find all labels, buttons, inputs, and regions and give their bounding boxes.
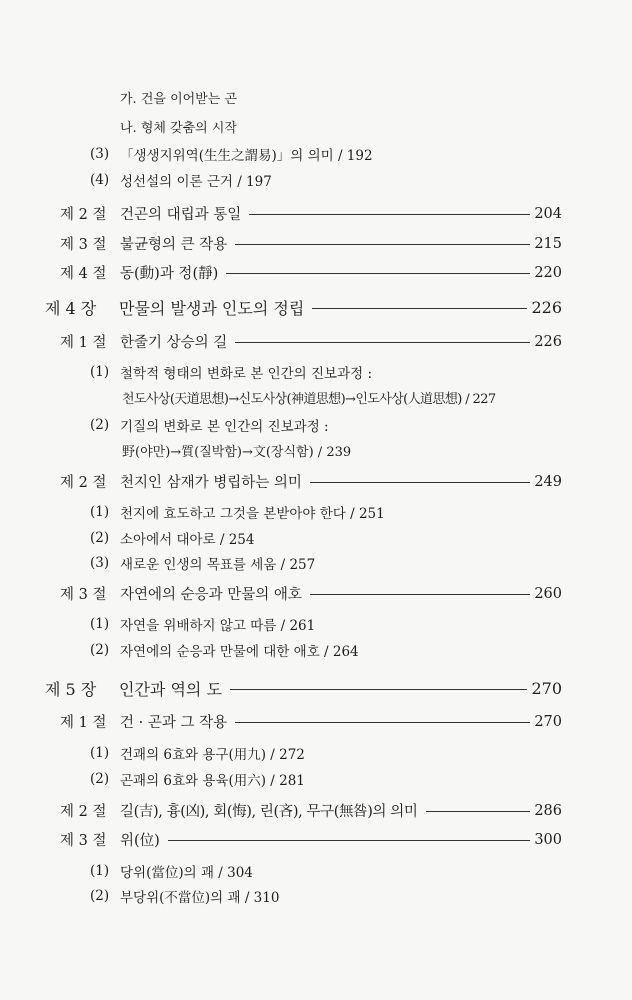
entry-number: (1) xyxy=(90,364,110,380)
page-number: 300 xyxy=(534,831,562,848)
chapter-number: 제 5 장 xyxy=(45,680,97,699)
toc-entry xyxy=(0,743,632,763)
entry-number: (1) xyxy=(90,616,110,632)
leader-line xyxy=(312,308,527,309)
entry-title: 곤괘의 6효와 용육(用六) / 281 xyxy=(120,773,305,789)
entry-title: 성선설의 이론 근거 / 197 xyxy=(120,174,272,190)
section-number: 제 2 절 xyxy=(60,475,107,491)
entry-title: 천지에 효도하고 그것을 본받아야 한다 / 251 xyxy=(120,506,385,522)
entry-number: (1) xyxy=(90,745,110,761)
entry-title: 자연에의 순응과 만물에 대한 애호 / 264 xyxy=(120,644,359,660)
toc-entry xyxy=(0,583,632,604)
entry-title: 소아에서 대아로 / 254 xyxy=(120,532,255,548)
toc-entry xyxy=(0,233,632,254)
entry-title: 野(야만)→質(질박함)→文(장식함) / 239 xyxy=(122,445,352,460)
toc-entry xyxy=(0,861,632,881)
page-number: 226 xyxy=(531,298,562,317)
page-number: 260 xyxy=(534,585,562,602)
toc-chapter xyxy=(0,677,632,700)
section-title: 위(位) xyxy=(120,833,160,849)
section-number: 제 3 절 xyxy=(60,237,107,253)
section-title: 불균형의 큰 작용 xyxy=(120,237,228,253)
toc-entry xyxy=(0,502,632,522)
toc-entry xyxy=(0,528,632,548)
toc-entry xyxy=(0,614,632,634)
entry-number: (2) xyxy=(90,771,110,787)
entry-number: (3) xyxy=(90,555,110,571)
section-number: 제 3 절 xyxy=(60,587,107,603)
page-number: 226 xyxy=(534,333,562,350)
leader-line xyxy=(249,214,530,215)
entry-title: 나. 형체 갖춤의 시작 xyxy=(120,121,237,136)
entry-number: (2) xyxy=(90,417,110,433)
leader-line xyxy=(426,811,531,812)
entry-title: 기질의 변화로 본 인간의 진보과정 : xyxy=(120,419,329,435)
toc-entry xyxy=(0,144,632,164)
entry-title: 자연을 위배하지 않고 따름 / 261 xyxy=(120,618,316,634)
entry-number: (3) xyxy=(90,146,110,162)
page-number: 204 xyxy=(534,205,562,222)
toc-entry xyxy=(0,800,632,821)
leader-line xyxy=(310,482,530,483)
leader-line xyxy=(235,244,530,245)
toc-entry xyxy=(0,262,632,283)
entry-number: (1) xyxy=(90,504,110,520)
chapter-number: 제 4 장 xyxy=(45,299,97,318)
page-number: 215 xyxy=(534,235,562,252)
toc-entry xyxy=(0,471,632,492)
toc-entry xyxy=(0,415,632,435)
toc-chapter xyxy=(0,296,632,319)
leader-line xyxy=(230,689,528,690)
toc-entry xyxy=(0,331,632,352)
entry-number: (4) xyxy=(90,172,110,188)
entry-title: 「생생지위역(生生之謂易)」의 의미 / 192 xyxy=(120,148,373,164)
entry-number: (1) xyxy=(90,863,110,879)
entry-number: (2) xyxy=(90,888,110,904)
page-number: 270 xyxy=(534,713,562,730)
chapter-title: 만물의 발생과 인도의 정립 xyxy=(119,299,305,318)
toc-entry-continuation xyxy=(0,388,632,407)
toc-entry xyxy=(0,640,632,660)
toc-entry xyxy=(0,886,632,906)
leader-line xyxy=(310,594,530,595)
section-number: 제 3 절 xyxy=(60,833,107,849)
page-number: 286 xyxy=(534,802,562,819)
section-title: 건곤의 대립과 통일 xyxy=(120,207,242,223)
section-number: 제 2 절 xyxy=(60,804,107,820)
entry-title: 당위(當位)의 괘 / 304 xyxy=(120,865,253,881)
entry-title: 새로운 인생의 목표를 세움 / 257 xyxy=(120,557,316,573)
leader-line xyxy=(235,342,530,343)
entry-title: 천도사상(天道思想)→신도사상(神道思想)→인도사상(人道思想) / 227 xyxy=(122,392,496,407)
section-number: 제 1 절 xyxy=(60,715,107,731)
toc-entry xyxy=(0,170,632,190)
entry-number: (2) xyxy=(90,530,110,546)
section-title: 동(動)과 정(靜) xyxy=(120,266,219,282)
entry-number: (2) xyxy=(90,642,110,658)
entry-title: 철학적 형태의 변화로 본 인간의 진보과정 : xyxy=(120,366,372,382)
section-number: 제 4 절 xyxy=(60,266,107,282)
page-number: 249 xyxy=(534,473,562,490)
toc-entry xyxy=(0,769,632,789)
page-number: 270 xyxy=(531,679,562,698)
toc-entry xyxy=(0,88,632,107)
toc-entry xyxy=(0,711,632,732)
section-title: 한줄기 상승의 길 xyxy=(120,335,228,351)
entry-title: 가. 건을 이어받는 곤 xyxy=(120,92,237,107)
toc-entry-continuation xyxy=(0,441,632,460)
leader-line xyxy=(235,722,530,723)
section-title: 천지인 삼재가 병립하는 의미 xyxy=(120,475,302,491)
toc-entry xyxy=(0,117,632,136)
section-number: 제 2 절 xyxy=(60,207,107,223)
chapter-title: 인간과 역의 도 xyxy=(119,680,222,699)
section-number: 제 1 절 xyxy=(60,335,107,351)
entry-title: 부당위(不當位)의 괘 / 310 xyxy=(120,890,280,906)
toc-entry xyxy=(0,829,632,850)
toc-entry xyxy=(0,553,632,573)
leader-line xyxy=(168,840,530,841)
toc-entry xyxy=(0,203,632,224)
section-title: 길(吉), 흉(凶), 회(悔), 린(吝), 무구(無咎)의 의미 xyxy=(120,804,418,820)
section-title: 건 · 곤과 그 작용 xyxy=(120,715,228,731)
page-number: 220 xyxy=(534,264,562,281)
section-title: 자연에의 순응과 만물의 애호 xyxy=(120,587,302,603)
leader-line xyxy=(226,273,530,274)
toc-entry xyxy=(0,362,632,382)
entry-title: 건괘의 6효와 용구(用九) / 272 xyxy=(120,747,305,763)
